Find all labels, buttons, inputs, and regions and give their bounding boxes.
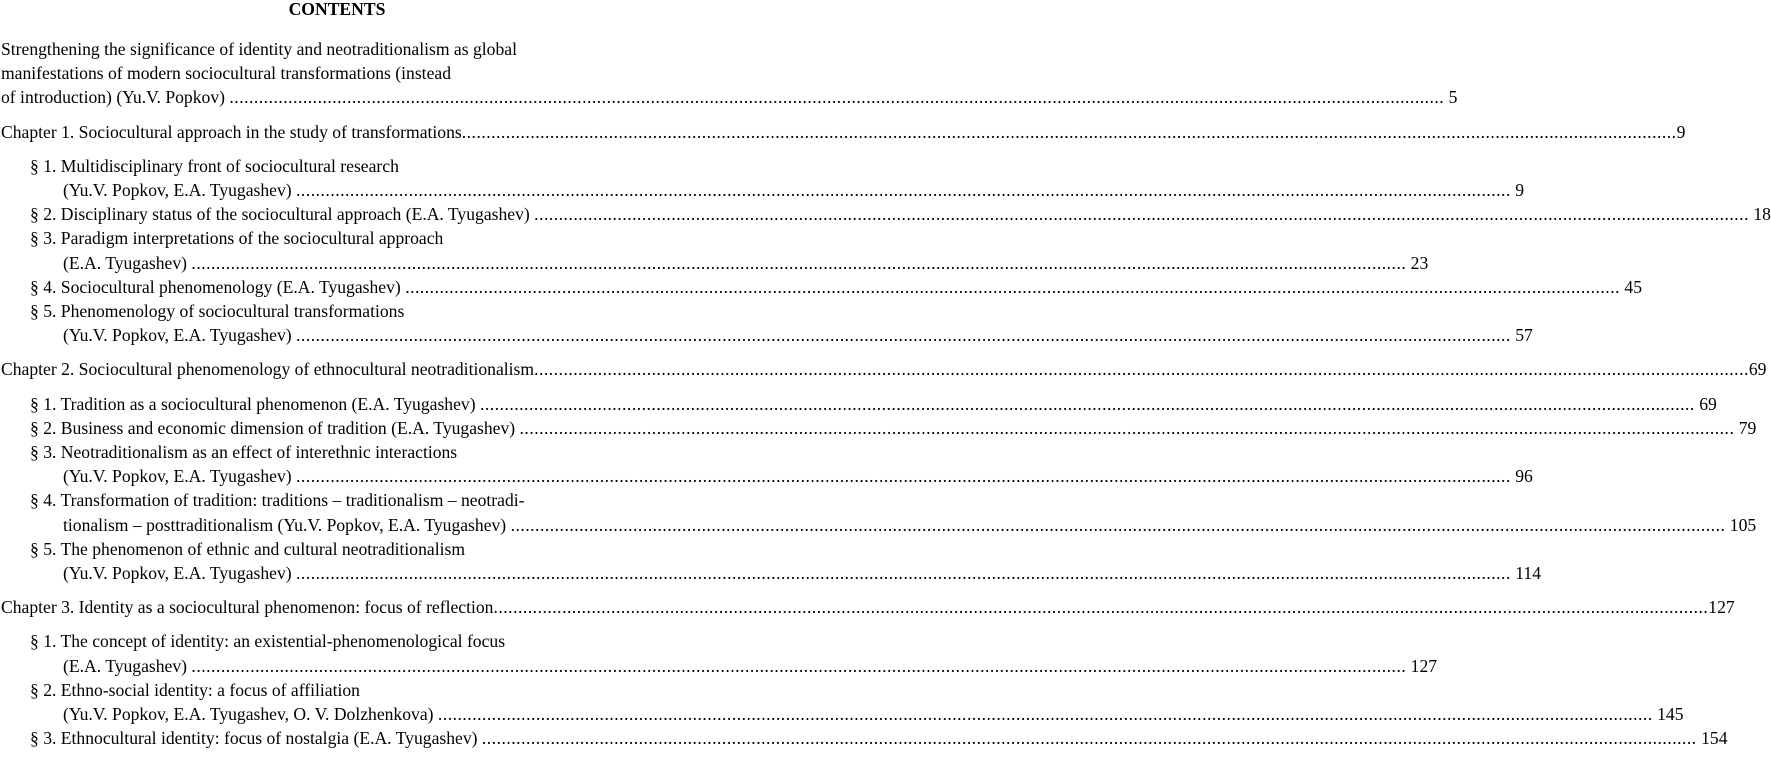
page-number: 5: [1448, 87, 1458, 108]
section-title: § 1. Multidisciplinary front of sociocultural research: [30, 155, 399, 176]
toc-section-1-1[interactable]: [1, 154, 1525, 202]
dot-leader: [511, 515, 1726, 535]
page-number: 9: [1676, 121, 1686, 142]
section-leader-line: [30, 323, 1533, 347]
section-authors: tionalism – posttraditionalism (Yu.V. Popkov, E.A. Tyugashev): [63, 514, 511, 535]
section-leader-line: [30, 513, 1757, 537]
section-authors: (E.A. Tyugashev): [63, 655, 192, 676]
page-number: 9: [1515, 180, 1525, 201]
chapter-title: Chapter 2. Sociocultural phenomenology of ethnocultural neotraditionalism: [1, 359, 535, 380]
toc-section-1-3[interactable]: [1, 226, 1429, 274]
page-number: 127: [1708, 597, 1735, 618]
toc-chapter-1[interactable]: [1, 120, 1686, 144]
toc-section-2-4[interactable]: [1, 488, 1757, 536]
page-number: 105: [1729, 514, 1757, 535]
dot-leader: [296, 563, 1511, 583]
toc-section-3-1[interactable]: [1, 629, 1438, 677]
page-number: 127: [1410, 655, 1438, 676]
intro-line-1: Strengthening the significance of identity and neotraditionalism as global: [1, 39, 517, 59]
section-authors: (Yu.V. Popkov, E.A. Tyugashev): [63, 563, 292, 584]
dot-leader: [534, 204, 1749, 224]
page-number: 57: [1515, 325, 1533, 346]
chapter-title: Chapter 3. Identity as a sociocultural phenomenon: focus of reflection: [1, 597, 494, 618]
section-title: § 3. Paradigm interpretations of the sociocultural approach: [30, 228, 444, 249]
toc-section-2-2[interactable]: [1, 416, 1757, 440]
toc-section-1-5[interactable]: [1, 299, 1533, 347]
section-leader-line: [30, 654, 1438, 678]
toc-chapter-2[interactable]: [1, 357, 1767, 381]
toc-section-2-3[interactable]: [1, 440, 1533, 488]
dot-leader: [534, 357, 1749, 381]
toc-section-2-5[interactable]: [1, 537, 1541, 585]
section-authors: (Yu.V. Popkov, E.A. Tyugashev): [63, 466, 292, 487]
section-title: § 5. The phenomenon of ethnic and cultural neotraditionalism: [30, 538, 466, 559]
section-leader-line: [30, 251, 1429, 275]
section-leader-line: [30, 561, 1541, 585]
section-leader-line: [30, 416, 1757, 440]
dot-leader: [191, 253, 1406, 273]
section-leader-line: [30, 202, 1771, 226]
dot-leader: [462, 120, 1677, 144]
section-authors: (Yu.V. Popkov, E.A. Tyugashev): [63, 325, 292, 346]
page-number: 114: [1515, 563, 1541, 584]
dot-leader: [493, 595, 1708, 619]
toc-entry-introduction[interactable]: [1, 37, 1458, 110]
toc-section-3-2[interactable]: [1, 678, 1684, 726]
section-title: § 3. Ethnocultural identity: focus of nostalgia (E.A. Tyugashev): [30, 728, 482, 749]
dot-leader: [296, 180, 1511, 200]
dot-leader: [520, 418, 1735, 438]
intro-leader-line: [1, 85, 1458, 109]
section-authors: (Yu.V. Popkov, E.A. Tyugashev, O. V. Dolzhenkova): [63, 704, 434, 725]
intro-last-line: of introduction) (Yu.V. Popkov): [1, 87, 225, 108]
section-leader-line: [30, 464, 1533, 488]
dot-leader: [296, 325, 1511, 345]
section-title: § 1. The concept of identity: an existential-phenomenological focus: [30, 631, 506, 652]
section-leader-line: [30, 275, 1642, 299]
contents-heading: CONTENTS: [288, 0, 386, 19]
page-number: 154: [1701, 728, 1728, 749]
page-number: 79: [1738, 417, 1757, 438]
page-number: 18: [1753, 204, 1771, 225]
toc-section-3-3[interactable]: [1, 726, 1728, 750]
dot-leader: [405, 277, 1620, 297]
section-leader-line: [30, 726, 1728, 750]
page-number: 69: [1699, 393, 1717, 414]
section-title: § 3. Neotraditionalism as an effect of interethnic interactions: [30, 442, 458, 463]
section-leader-line: [30, 178, 1525, 202]
section-leader-line: [30, 392, 1717, 416]
dot-leader: [229, 87, 1444, 107]
chapter-title: Chapter 1. Sociocultural approach in the study of transformations: [1, 121, 462, 142]
intro-line-2: manifestations of modern sociocultural transformations (instead: [1, 63, 451, 84]
section-authors: (E.A. Tyugashev): [63, 252, 188, 273]
page-number: 145: [1657, 704, 1684, 725]
dot-leader: [191, 656, 1406, 676]
toc-section-1-2[interactable]: [1, 202, 1771, 226]
page-number: 23: [1410, 252, 1429, 273]
section-leader-line: [30, 702, 1684, 726]
section-title: § 2. Business and economic dimension of tradition (E.A. Tyugashev): [30, 417, 516, 438]
page-number: 96: [1515, 466, 1533, 487]
dot-leader: [296, 466, 1511, 486]
section-authors: (Yu.V. Popkov, E.A. Tyugashev): [63, 180, 292, 201]
page-number: 69: [1748, 359, 1767, 380]
dot-leader: [482, 728, 1697, 748]
section-title: § 4. Sociocultural phenomenology (E.A. Tyugashev): [30, 276, 401, 297]
section-title: § 4. Transformation of tradition: traditions – traditionalism – neotradi-: [30, 490, 525, 511]
toc-section-2-1[interactable]: [1, 392, 1717, 416]
page-number: 45: [1624, 276, 1642, 297]
toc-chapter-3[interactable]: [1, 595, 1735, 619]
dot-leader: [438, 704, 1653, 724]
section-title: § 2. Disciplinary status of the sociocultural approach (E.A. Tyugashev): [30, 204, 530, 225]
toc-section-1-4[interactable]: [1, 275, 1642, 299]
section-title: § 2. Ethno-social identity: a focus of affiliation: [30, 679, 360, 700]
section-title: § 1. Tradition as a sociocultural phenomenon (E.A. Tyugashev): [30, 393, 476, 414]
dot-leader: [480, 394, 1695, 414]
section-title: § 5. Phenomenology of sociocultural transformations: [30, 301, 405, 322]
